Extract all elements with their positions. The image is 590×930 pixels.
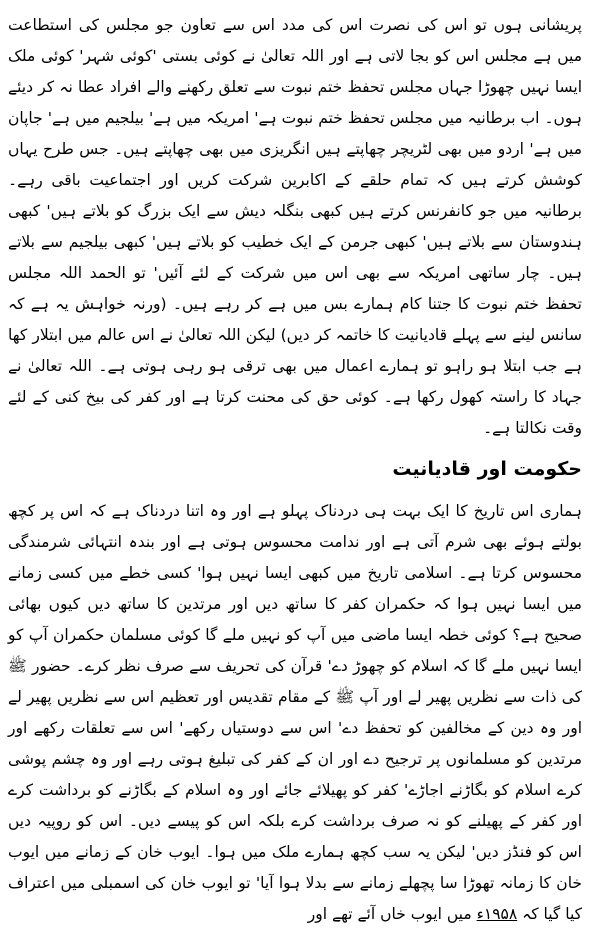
paragraph-government-text: ہماری اس تاریخ کا ایک بہت ہی دردناک پہلو ہے اور وہ اتنا دردناک ہے کہ اس پر کچھ بولتے ہوئے بھی شرم آتی ہے اور ندامت محسوس ہوتی ہے اور بندہ انتہائی شرمندگی محسوس کرتا ہے۔ اسلامی تاریخ میں کبھی ایسا نہیں ہوا' کسی خطے میں کسی زمانے میں ایسا نہیں ہوا کہ حکمران کفر کا ساتھ دیں اور مرتدین کا ساتھ دیں کیوں بھائی صحیح ہے؟ کوئی خطہ ایسا ماضی میں آپ کو نہیں ملے گا کوئی مسلمان حکمران آپ کو ایسا نہیں ملے گا کہ اسلام کو چھوڑ دے' قرآن کی تحریف سے صرف نظر کرے۔ حضور ﷺ کی ذات سے نظریں پھیر لے اور آپ ﷺ کے مقام تقدیس اور تعظیم اس سے نظریں پھیر لے اور وہ دین کے مخالفین کو تحفظ دے' اس سے دوستیاں رکھے' اس سے تعلقات رکھے اور مرتدین کو مسلمانوں پر ترجیح دے اور ان کے کفر کی تبلیغ ہوتی رہے اور وہ چشم پوشی کرے اسلام کو بگاڑنے اجاڑے' کفر کو پھیلائے جائے اور وہ اسلام کے بگاڑنے کو برداشت کرے اور کفر کے پھیلنے کو نہ صرف برداشت کرے بلکہ اس کو پیسے دیں۔ اس کو روپیہ دیں اس کو فنڈز دیں' لیکن یہ سب کچھ ہمارے ملک میں ہوا۔ ایوب خان کے زمانے میں ایوب خان کا زمانہ تھوڑا سا پچھلے زمانے سے بدلا ہوا آیا' تو ایوب خان کی اسمبلی میں اعتراف کیا گیا کہ [8, 502, 582, 923]
paragraph-government [8, 496, 582, 930]
document-page [8, 10, 582, 923]
paragraph-intro: پریشانی ہوں تو اس کی نصرت اس کی مدد اس سے تعاون جو مجلس کی استطاعت میں ہے مجلس اس کو بجا لاتی ہے اور اللہ تعالیٰ نے کوئی بستی 'کوئی شہر' کوئی ملک ایسا نہیں چھوڑا جہاں مجلس تحفظ ختم نبوت سے تعلق رکھنے والے افراد عطا نہ کر دیئے ہوں۔ اب برطانیہ میں مجلس تحفظ ختم نبوت ہے' امریکہ میں ہے' بیلجیم میں ہے' جاپان میں ہے' اردو میں بھی لٹریچر چھاپتے ہیں انگریزی میں بھی چھاپتے ہیں۔ جس طرح یہاں کوشش کرتے ہیں کہ تمام حلقے کے اکابرین شرکت کریں اور اجتماعیت باقی رہے۔ برطانیہ میں جو کانفرنس کرتے ہیں کبھی بنگلہ دیش سے ایک بزرگ کو بلاتے ہیں' کبھی ہندوستان سے بلاتے ہیں' کبھی جرمن کے ایک خطیب کو بلاتے ہیں' کبھی بیلجیم سے بلاتے ہیں۔ چار ساتھی امریکہ سے بھی اس میں شرکت کے لئے آئیں' تو الحمد اللہ مجلس تحفظ ختم نبوت کا جتنا کام ہمارے بس میں ہے کر رہے ہیں۔ (ورنہ خواہش یہ ہے کہ سانس لینے سے پہلے قادیانیت کا خاتمہ کر دیں) لیکن اللہ تعالیٰ نے اس عالم میں ابتلار کھا ہے جب ابتلا ہو راہو تو ہمارے اعمال میں بھی ترقی ہو رہی ہوتی ہے۔ اللہ تعالیٰ نے جہاد کا راستہ کھول رکھا ہے۔ کوئی حق کی محنت کرتا ہے اور کفر کی بیخ کنی کے لئے وقت نکالتا ہے۔ [8, 16, 582, 437]
paragraph-government-end: میں ایوب خاں آئے تھے اور [307, 905, 472, 923]
year-text: ۱۹۵۸ء [476, 905, 518, 923]
section-heading: حکومت اور قادیانیت [392, 458, 582, 480]
